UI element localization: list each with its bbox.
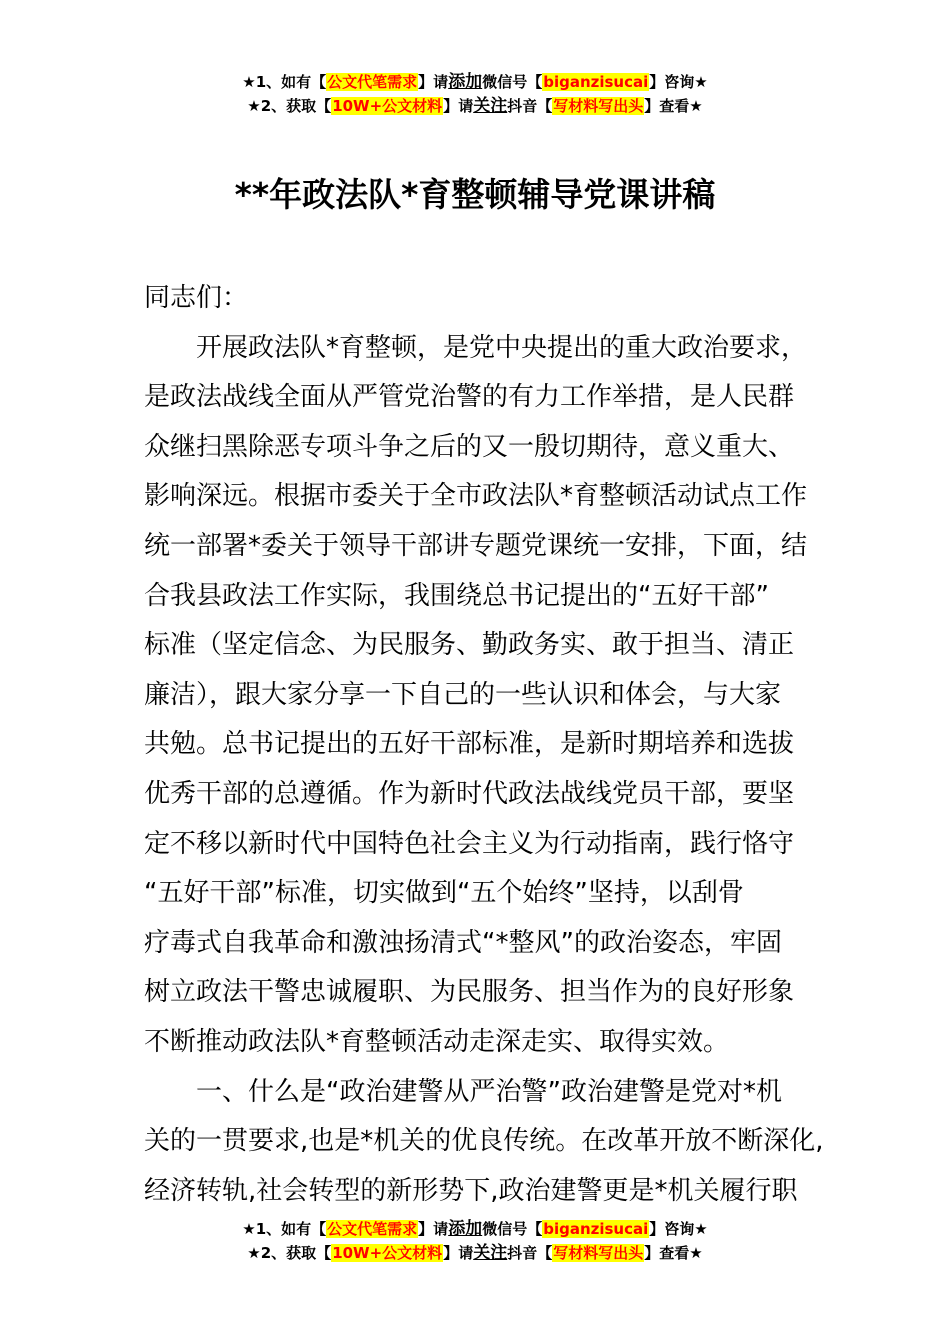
banner-text: 】请 [443, 97, 474, 115]
banner-line-2 [0, 1241, 950, 1265]
star-icon: ★ [247, 97, 261, 115]
underlined-text: 添加 [448, 1219, 483, 1239]
banner-text: 1、如有【 [255, 73, 327, 91]
banner-text: 2、获取【 [260, 1244, 332, 1262]
banner-line-2 [0, 94, 950, 118]
highlight-text: 公文代笔需求 [327, 73, 418, 91]
banner-text: 1、如有【 [255, 1220, 327, 1238]
paragraph-line: 影响深远。根据市委关于全市政法队*育整顿活动试点工作 [144, 481, 808, 512]
paragraph-line: 经济转轨,社会转型的新形势下,政治建警更是*机关履行职 [144, 1175, 798, 1206]
banner-text: 】查看 [644, 97, 690, 115]
banner-text: 】请 [443, 1244, 474, 1262]
paragraph-line: 不断推动政法队*育整顿活动走深走实、取得实效。 [144, 1026, 730, 1057]
banner-text: 】咨询 [649, 1220, 695, 1238]
paragraph-line: 疗毒式自我革命和激浊扬清式“*整风”的政治姿态，牢固 [144, 927, 782, 958]
wechat-id-highlight: biganzisucai [543, 73, 649, 91]
paragraph-line: 统一部署*委关于领导干部讲专题党课统一安排，下面，结 [144, 530, 808, 561]
paragraph-line: 开展政法队*育整顿，是党中央提出的重大政治要求， [196, 332, 808, 363]
banner-text: 】请 [418, 73, 449, 91]
banner-text: 抖音【 [507, 97, 553, 115]
banner-text: 微信号【 [482, 73, 543, 91]
paragraph-line: 标准（坚定信念、为民服务、勤政务实、敢于担当、清正 [144, 630, 795, 661]
banner-text: 】请 [418, 1220, 449, 1238]
douyin-highlight: 写材料写出头 [553, 97, 644, 115]
paragraph-line: 关的一贯要求,也是*机关的优良传统。在改革开放不断深化, [144, 1126, 824, 1157]
banner-line-1 [0, 1217, 950, 1241]
paragraph-line: 树立政法干警忠诚履职、为民服务、担当作为的良好形象 [144, 977, 795, 1008]
paragraph-line: 廉洁），跟大家分享一下自己的一些认识和体会，与大家 [144, 679, 782, 710]
star-icon: ★ [242, 73, 256, 91]
star-icon: ★ [694, 1220, 708, 1238]
paragraph-line: 定不移以新时代中国特色社会主义为行动指南，践行恪守 [144, 828, 795, 859]
document-body [144, 274, 824, 1216]
banner-text: 】查看 [644, 1244, 690, 1262]
banner-text: 】咨询 [649, 73, 695, 91]
salutation: 同志们： [144, 283, 249, 313]
underlined-text: 添加 [448, 72, 483, 92]
star-icon: ★ [694, 73, 708, 91]
footer-banner [0, 1217, 950, 1265]
star-icon: ★ [247, 1244, 261, 1262]
paragraph-line: 共勉。总书记提出的五好干部标准，是新时期培养和选拔 [144, 729, 795, 760]
douyin-highlight: 写材料写出头 [553, 1244, 644, 1262]
section-heading-line: 一、什么是“政治建警从严治警”政治建警是党对*机 [196, 1076, 782, 1107]
paragraph-line: 是政法战线全面从严管党治警的有力工作举措，是人民群 [144, 382, 795, 413]
banner-text: 抖音【 [507, 1244, 553, 1262]
star-icon: ★ [242, 1220, 256, 1238]
underlined-text: 关注 [473, 1243, 508, 1263]
paragraph-line: 众继扫黑除恶专项斗争之后的又一殷切期待，意义重大、 [144, 431, 795, 462]
banner-line-1 [0, 70, 950, 94]
highlight-text: 10W+公文材料 [332, 1244, 443, 1262]
wechat-id-highlight: biganzisucai [543, 1220, 649, 1238]
banner-text: 微信号【 [482, 1220, 543, 1238]
star-icon: ★ [689, 1244, 703, 1262]
star-icon: ★ [689, 97, 703, 115]
highlight-text: 公文代笔需求 [327, 1220, 418, 1238]
paragraph-line: 优秀干部的总遵循。作为新时代政法战线党员干部，要坚 [144, 778, 795, 809]
document-title: **年政法队*育整顿辅导党课讲稿 [234, 175, 716, 214]
paragraph-line: “五好干部”标准，切实做到“五个始终”坚持，以刮骨 [144, 878, 744, 909]
highlight-text: 10W+公文材料 [332, 97, 443, 115]
header-banner [0, 70, 950, 118]
underlined-text: 关注 [473, 96, 508, 116]
paragraph-line: 合我县政法工作实际，我围绕总书记提出的“五好干部” [144, 580, 769, 611]
banner-text: 2、获取【 [260, 97, 332, 115]
